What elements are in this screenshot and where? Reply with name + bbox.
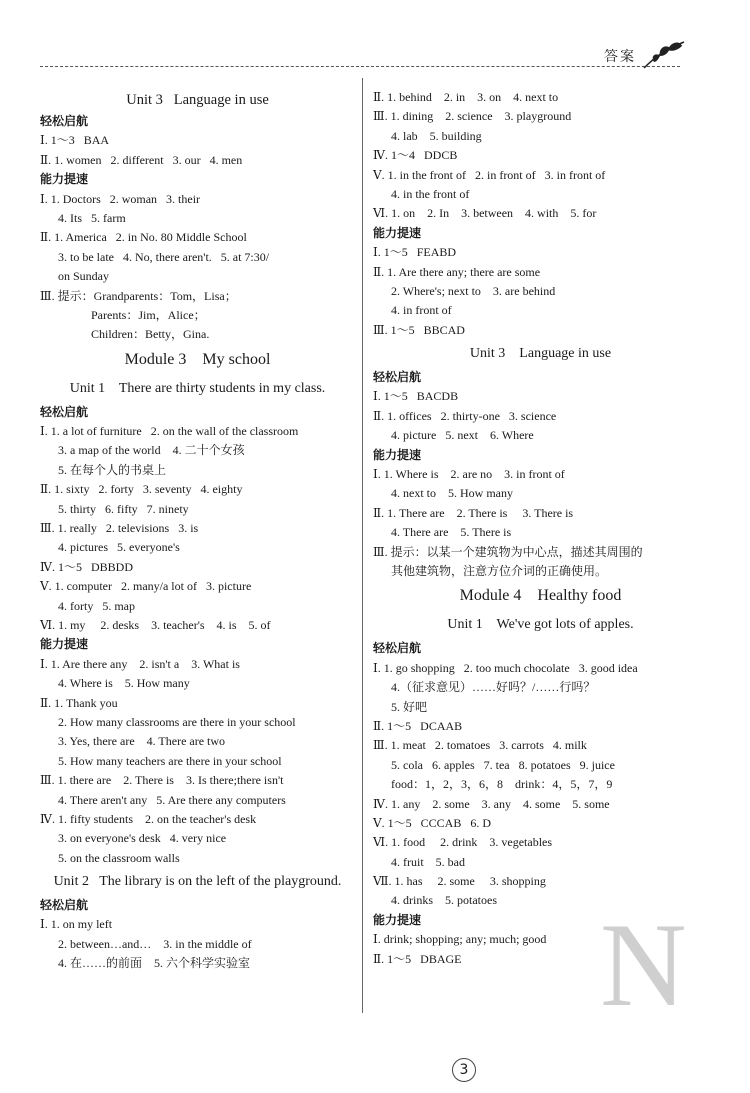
answer-line: Ⅳ. 1～5 DBBDD <box>40 559 133 574</box>
answer-line: Ⅳ. 1～4 DDCB <box>373 148 458 163</box>
section-heading: 轻松启航 <box>40 114 89 128</box>
module-title: Module 3 My school <box>124 350 271 368</box>
answer-line: Ⅶ. 1. has 2. some 3. shopping <box>373 874 546 889</box>
left-column <box>40 88 355 974</box>
section-heading: 轻松启航 <box>40 404 89 419</box>
answer-line: Ⅳ. 1. any 2. some 3. any 4. some 5. some <box>373 796 610 811</box>
answer-line: Ⅰ. 1. Doctors 2. woman 3. their <box>40 191 201 206</box>
page-number: 3 <box>452 1058 476 1082</box>
answer-line: 4. pictures 5. everyone's <box>40 540 180 555</box>
answer-line: Ⅰ. 1. on my left <box>40 917 113 932</box>
answer-line: food：1，2，3，6，8 drink：4，5，7，9 <box>373 777 613 792</box>
answer-line: Parents：Jim，Alice； <box>40 307 206 322</box>
answer-line: Children：Betty，Gina. <box>40 327 210 342</box>
answer-line: 3. to be late 4. No, there aren't. 5. at 7:30/ <box>40 249 270 264</box>
answer-line: 5. thirty 6. fifty 7. ninety <box>40 501 189 516</box>
module-title: Module 4 Healthy food <box>459 587 622 605</box>
answer-line: 4. fruit 5. bad <box>373 854 465 869</box>
answer-line: Ⅱ. 1～5 DCAAB <box>373 718 463 733</box>
column-divider <box>362 78 363 1013</box>
section-title: Unit 3 Language in use <box>126 92 269 108</box>
answer-line: Ⅰ. 1～5 FEABD <box>373 245 457 260</box>
answer-line: 5. 好吧 <box>373 699 428 714</box>
section-heading: 轻松启航 <box>373 370 422 385</box>
answer-line: 4. 在……的前面 5. 六个科学实验室 <box>40 956 251 971</box>
answer-line: 4. drinks 5. potatoes <box>373 893 497 908</box>
answer-line: Ⅰ. 1. Where is 2. are no 3. in front of <box>373 467 565 482</box>
answer-line: Ⅰ. 1. a lot of furniture 2. on the wall of the classroom <box>40 424 299 439</box>
answer-line: 5. 在每个人的书桌上 <box>40 462 167 477</box>
answer-line: Ⅱ. 1～5 DBAGE <box>373 951 462 966</box>
answer-line: Ⅲ. 1. really 2. televisions 3. is <box>40 521 199 536</box>
answer-line: Ⅲ. 1～5 BBCAD <box>373 322 465 337</box>
answer-line: Ⅴ. 1. in the front of 2. in front of 3. in front of <box>373 167 606 182</box>
section-heading: 能力提速 <box>40 172 89 187</box>
answer-line: Ⅴ. 1～5 CCCAB 6. D <box>373 815 492 830</box>
section-heading: 能力提速 <box>40 637 89 652</box>
answer-line: Ⅱ. 1. America 2. in No. 80 Middle School <box>40 230 247 245</box>
answer-line: Ⅲ. 1. there are 2. There is 3. Is there;there isn't <box>40 773 284 788</box>
answer-line: Ⅱ. 1. Thank you <box>40 695 118 710</box>
answer-line: 4. There aren't any 5. Are there any computers <box>40 792 286 807</box>
answer-line: Ⅱ. 1. There are 2. There is 3. There is <box>373 505 574 520</box>
answer-line: 4. picture 5. next 6. Where <box>373 428 534 443</box>
decorative-leaf-icon <box>640 38 690 72</box>
answer-line: Ⅲ. 提示：Grandparents：Tom，Lisa； <box>40 288 237 303</box>
unit-title: Unit 1 We've got lots of apples. <box>447 617 634 633</box>
answer-line: 2. between…and… 3. in the middle of <box>40 936 252 951</box>
answer-line: Ⅵ. 1. on 2. In 3. between 4. with 5. for <box>373 206 597 221</box>
unit-title: Unit 2 The library is on the left of the playground. <box>53 874 342 890</box>
answer-line: Ⅲ. 提示：以某一个建筑物为中心点，描述其周围的 <box>373 544 643 559</box>
answer-line: 4. lab 5. building <box>373 128 482 143</box>
answer-line: Ⅵ. 1. my 2. desks 3. teacher's 4. is 5. of <box>40 617 271 632</box>
answer-line: 3. on everyone's desk 4. very nice <box>40 831 227 846</box>
section-heading: 能力提速 <box>373 225 422 240</box>
answer-line: Ⅲ. 1. meat 2. tomatoes 3. carrots 4. milk <box>373 738 587 753</box>
answer-line: Ⅱ. 1. behind 2. in 3. on 4. next to <box>373 90 559 104</box>
answer-line: Ⅲ. 1. dining 2. science 3. playground <box>373 109 572 124</box>
answer-line: 4. in front of <box>373 303 452 318</box>
answer-line: 5. on the classroom walls <box>40 850 180 865</box>
answer-line: 4. next to 5. How many <box>373 486 513 501</box>
answer-line: Ⅴ. 1. computer 2. many/a lot of 3. picture <box>40 579 252 594</box>
answer-line: Ⅰ. drink; shopping; any; much; good <box>373 932 547 947</box>
answer-line: 4.（征求意见）……好吗？/……行吗？ <box>373 680 596 695</box>
answer-line: 5. cola 6. apples 7. tea 8. potatoes 9. juice <box>373 757 615 772</box>
answer-line: Ⅰ. 1. Are there any 2. isn't a 3. What is <box>40 656 240 671</box>
answer-line: Ⅱ. 1. sixty 2. forty 3. seventy 4. eighty <box>40 482 243 497</box>
decorative-letter: N <box>600 898 687 1031</box>
answer-line: 3. Yes, there are 4. There are two <box>40 734 226 749</box>
answer-line: 其他建筑物，注意方位介词的正确使用。 <box>373 563 608 578</box>
answer-line: 4. in the front of <box>373 186 470 201</box>
answer-line: Ⅵ. 1. food 2. drink 3. vegetables <box>373 835 553 850</box>
answer-line: Ⅱ. 1. offices 2. thirty-one 3. science <box>373 408 557 423</box>
answer-line: 4. forty 5. map <box>40 598 135 613</box>
answer-line: 5. How many teachers are there in your school <box>40 753 282 768</box>
answer-line: on Sunday <box>40 269 109 284</box>
answer-line: Ⅰ. 1～3 BAA <box>40 133 110 148</box>
answer-line: Ⅳ. 1. fifty students 2. on the teacher's desk <box>40 811 257 826</box>
header-title: 答案 <box>604 49 636 65</box>
answer-line: 4. Its 5. farm <box>40 210 126 225</box>
answer-line: Ⅰ. 1. go shopping 2. too much chocolate 3. good idea <box>373 660 638 675</box>
section-heading: 能力提速 <box>373 447 422 462</box>
right-column <box>373 88 708 969</box>
answer-line: Ⅱ. 1. women 2. different 3. our 4. men <box>40 152 243 167</box>
answer-line: 3. a map of the world 4. 二十个女孩 <box>40 443 245 458</box>
section-heading: 轻松启航 <box>40 898 89 913</box>
unit-title: Unit 1 There are thirty students in my class. <box>69 380 326 396</box>
header-divider <box>40 66 680 67</box>
answer-line: Ⅱ. 1. Are there any; there are some <box>373 264 541 279</box>
unit-title: Unit 3 Language in use <box>469 346 612 362</box>
section-heading: 轻松启航 <box>373 641 422 656</box>
answer-line: 2. Where's; next to 3. are behind <box>373 283 556 298</box>
answer-line: 4. Where is 5. How many <box>40 676 190 691</box>
answer-line: Ⅰ. 1～5 BACDB <box>373 389 459 404</box>
section-heading: 能力提速 <box>373 912 422 927</box>
answer-line: 4. There are 5. There is <box>373 525 512 540</box>
answer-line: 2. How many classrooms are there in your school <box>40 714 296 729</box>
